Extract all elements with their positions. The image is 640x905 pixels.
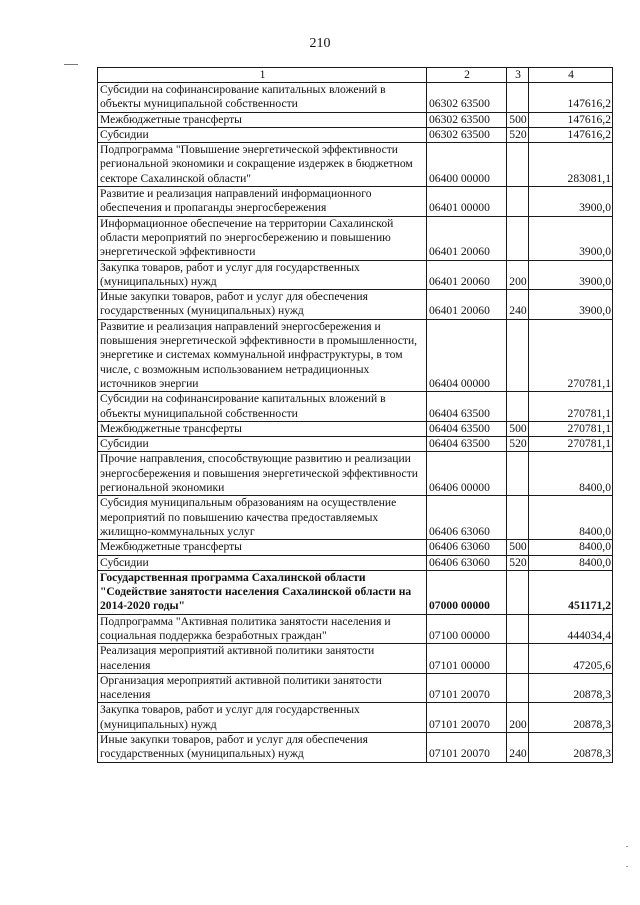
table-row xyxy=(98,452,613,496)
row-sum-cell: 8400,0 xyxy=(529,555,613,570)
row-vr-cell xyxy=(507,143,529,187)
table-row xyxy=(98,216,613,260)
header-cell-vr: 3 xyxy=(507,68,529,83)
page-number: 210 xyxy=(309,36,331,51)
row-sum-cell: 20878,3 xyxy=(529,703,613,733)
row-name-cell: Развитие и реализация направлений энергосбережения и повышения энергетической эффективности в промышленности, энергетике и системах коммунальной инфраструктуры, в том числе, с возможным использованием нетрадиционных источников энергии xyxy=(98,319,427,391)
row-vr-cell xyxy=(507,216,529,260)
row-vr-cell xyxy=(507,187,529,217)
row-name-cell: Межбюджетные трансферты xyxy=(98,112,427,127)
table-row xyxy=(98,83,613,113)
row-code-cell: 06406 00000 xyxy=(427,452,507,496)
row-sum-cell: 270781,1 xyxy=(529,437,613,452)
budget-table xyxy=(97,67,613,763)
row-code-cell: 06401 20060 xyxy=(427,216,507,260)
row-code-cell: 06404 63500 xyxy=(427,437,507,452)
row-sum-cell: 270781,1 xyxy=(529,319,613,391)
row-code-cell: 07101 00000 xyxy=(427,644,507,674)
row-code-cell: 07000 00000 xyxy=(427,570,507,614)
row-name-cell: Развитие и реализация направлений информационного обеспечения и пропаганды энергосбережения xyxy=(98,187,427,217)
row-sum-cell: 3900,0 xyxy=(529,216,613,260)
row-name-cell: Субсидии на софинансирование капитальных вложений в объекты муниципальной собственности xyxy=(98,392,427,422)
row-name-cell: Государственная программа Сахалинской области "Содействие занятости населения Сахалинской области на 2014-2020 годы" xyxy=(98,570,427,614)
row-name-cell: Информационное обеспечение на территории Сахалинской области мероприятий по энергосбережению и повышению энергетической эффективности xyxy=(98,216,427,260)
row-code-cell: 06401 00000 xyxy=(427,187,507,217)
table-row xyxy=(98,290,613,320)
row-name-cell: Субсидии на софинансирование капитальных вложений в объекты муниципальной собственности xyxy=(98,83,427,113)
row-vr-cell: 200 xyxy=(507,260,529,290)
row-sum-cell: 8400,0 xyxy=(529,452,613,496)
row-sum-cell: 444034,4 xyxy=(529,614,613,644)
row-name-cell: Закупка товаров, работ и услуг для государственных (муниципальных) нужд xyxy=(98,703,427,733)
row-name-cell: Иные закупки товаров, работ и услуг для обеспечения государственных (муниципальных) нужд xyxy=(98,733,427,763)
row-name-cell: Подпрограмма "Повышение энергетической эффективности региональной экономики и сокращение издержек в бюджетном секторе Сахалинской области" xyxy=(98,143,427,187)
scan-mark xyxy=(626,846,628,847)
row-code-cell: 06400 00000 xyxy=(427,143,507,187)
row-vr-cell xyxy=(507,614,529,644)
row-vr-cell: 500 xyxy=(507,112,529,127)
table-row xyxy=(98,673,613,703)
row-sum-cell: 20878,3 xyxy=(529,673,613,703)
table-row xyxy=(98,143,613,187)
row-name-cell: Прочие направления, способствующие развитию и реализации энергосбережения и повышения энергетической эффективности региональной экономики xyxy=(98,452,427,496)
table-row xyxy=(98,437,613,452)
row-code-cell: 07101 20070 xyxy=(427,673,507,703)
row-vr-cell: 520 xyxy=(507,127,529,142)
row-vr-cell: 500 xyxy=(507,540,529,555)
scan-mark xyxy=(64,64,78,65)
row-code-cell: 06401 20060 xyxy=(427,260,507,290)
table-row xyxy=(98,644,613,674)
row-code-cell: 06404 00000 xyxy=(427,319,507,391)
table-row xyxy=(98,614,613,644)
row-vr-cell: 200 xyxy=(507,703,529,733)
row-sum-cell: 47205,6 xyxy=(529,644,613,674)
row-code-cell: 06406 63060 xyxy=(427,555,507,570)
row-name-cell: Закупка товаров, работ и услуг для государственных (муниципальных) нужд xyxy=(98,260,427,290)
row-name-cell: Подпрограмма "Активная политика занятости населения и социальная поддержка безработных граждан" xyxy=(98,614,427,644)
row-code-cell: 07100 00000 xyxy=(427,614,507,644)
row-sum-cell: 147616,2 xyxy=(529,112,613,127)
table-row xyxy=(98,112,613,127)
row-name-cell: Субсидия муниципальным образованиям на осуществление мероприятий по повышению качества предоставляемых жилищно-коммунальных услуг xyxy=(98,496,427,540)
row-name-cell: Реализация мероприятий активной политики занятости населения xyxy=(98,644,427,674)
row-sum-cell: 20878,3 xyxy=(529,733,613,763)
row-sum-cell: 270781,1 xyxy=(529,392,613,422)
row-code-cell: 06302 63500 xyxy=(427,127,507,142)
row-code-cell: 06406 63060 xyxy=(427,540,507,555)
row-vr-cell xyxy=(507,452,529,496)
row-code-cell: 06302 63500 xyxy=(427,112,507,127)
row-sum-cell: 147616,2 xyxy=(529,127,613,142)
row-name-cell: Межбюджетные трансферты xyxy=(98,540,427,555)
table-row xyxy=(98,703,613,733)
header-cell-code: 2 xyxy=(427,68,507,83)
row-vr-cell xyxy=(507,83,529,113)
table-header-row xyxy=(98,68,613,83)
row-sum-cell: 451171,2 xyxy=(529,570,613,614)
row-code-cell: 06406 63060 xyxy=(427,496,507,540)
header-cell-sum: 4 xyxy=(529,68,613,83)
row-sum-cell: 3900,0 xyxy=(529,260,613,290)
row-code-cell: 07101 20070 xyxy=(427,703,507,733)
row-name-cell: Субсидии xyxy=(98,555,427,570)
row-name-cell: Субсидии xyxy=(98,437,427,452)
table-row xyxy=(98,496,613,540)
row-sum-cell: 8400,0 xyxy=(529,496,613,540)
table-row xyxy=(98,260,613,290)
row-code-cell: 06404 63500 xyxy=(427,392,507,422)
row-vr-cell: 520 xyxy=(507,555,529,570)
row-sum-cell: 270781,1 xyxy=(529,421,613,436)
table-row xyxy=(98,319,613,391)
row-code-cell: 06401 20060 xyxy=(427,290,507,320)
row-code-cell: 07101 20070 xyxy=(427,733,507,763)
row-vr-cell xyxy=(507,644,529,674)
row-code-cell: 06404 63500 xyxy=(427,421,507,436)
header-cell-name: 1 xyxy=(98,68,427,83)
row-sum-cell: 3900,0 xyxy=(529,290,613,320)
row-vr-cell xyxy=(507,673,529,703)
row-vr-cell xyxy=(507,392,529,422)
table-row xyxy=(98,392,613,422)
table-row xyxy=(98,540,613,555)
row-sum-cell: 3900,0 xyxy=(529,187,613,217)
table-row xyxy=(98,555,613,570)
table-row xyxy=(98,127,613,142)
row-vr-cell: 520 xyxy=(507,437,529,452)
row-vr-cell: 240 xyxy=(507,290,529,320)
table-row xyxy=(98,421,613,436)
row-sum-cell: 283081,1 xyxy=(529,143,613,187)
table-row xyxy=(98,733,613,763)
row-vr-cell xyxy=(507,496,529,540)
row-code-cell: 06302 63500 xyxy=(427,83,507,113)
table-row xyxy=(98,570,613,614)
row-name-cell: Иные закупки товаров, работ и услуг для обеспечения государственных (муниципальных) нужд xyxy=(98,290,427,320)
row-vr-cell: 500 xyxy=(507,421,529,436)
row-vr-cell: 240 xyxy=(507,733,529,763)
row-name-cell: Организация мероприятий активной политики занятости населения xyxy=(98,673,427,703)
row-sum-cell: 8400,0 xyxy=(529,540,613,555)
scan-mark xyxy=(626,866,628,867)
row-sum-cell: 147616,2 xyxy=(529,83,613,113)
row-vr-cell xyxy=(507,319,529,391)
row-name-cell: Субсидии xyxy=(98,127,427,142)
row-name-cell: Межбюджетные трансферты xyxy=(98,421,427,436)
table-row xyxy=(98,187,613,217)
row-vr-cell xyxy=(507,570,529,614)
